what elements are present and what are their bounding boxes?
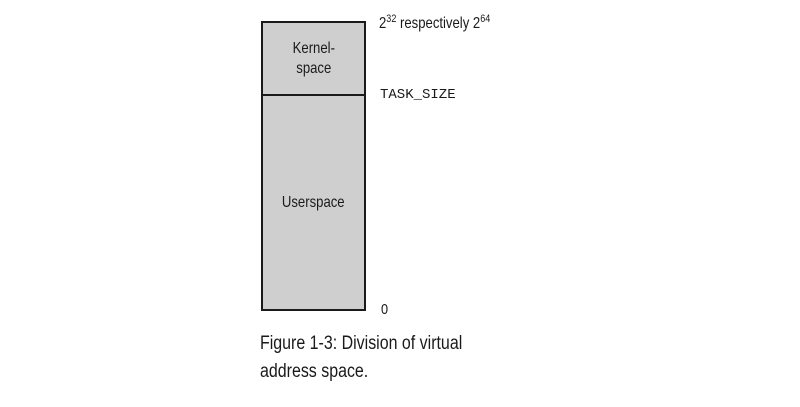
lower-bound-label: 0	[381, 301, 389, 318]
caption-line-2: address space.	[260, 361, 369, 382]
upper-bound-text: respectively 2	[396, 15, 481, 32]
userspace-region	[263, 96, 364, 309]
address-space-box	[261, 21, 366, 311]
upper-bound-exp-32: 32	[386, 13, 397, 25]
kernel-space-region	[263, 23, 364, 96]
figure-caption	[260, 330, 462, 386]
upper-bound-exp-64: 64	[480, 13, 491, 25]
caption-line-1: Figure 1-3: Division of virtual	[260, 333, 463, 354]
task-size-label: TASK_SIZE	[380, 87, 456, 103]
upper-bound-label	[379, 14, 490, 34]
upper-bound-base: 2	[379, 15, 387, 32]
kernel-space-label: Kernel- space	[292, 39, 335, 77]
userspace-label: Userspace	[282, 193, 345, 211]
